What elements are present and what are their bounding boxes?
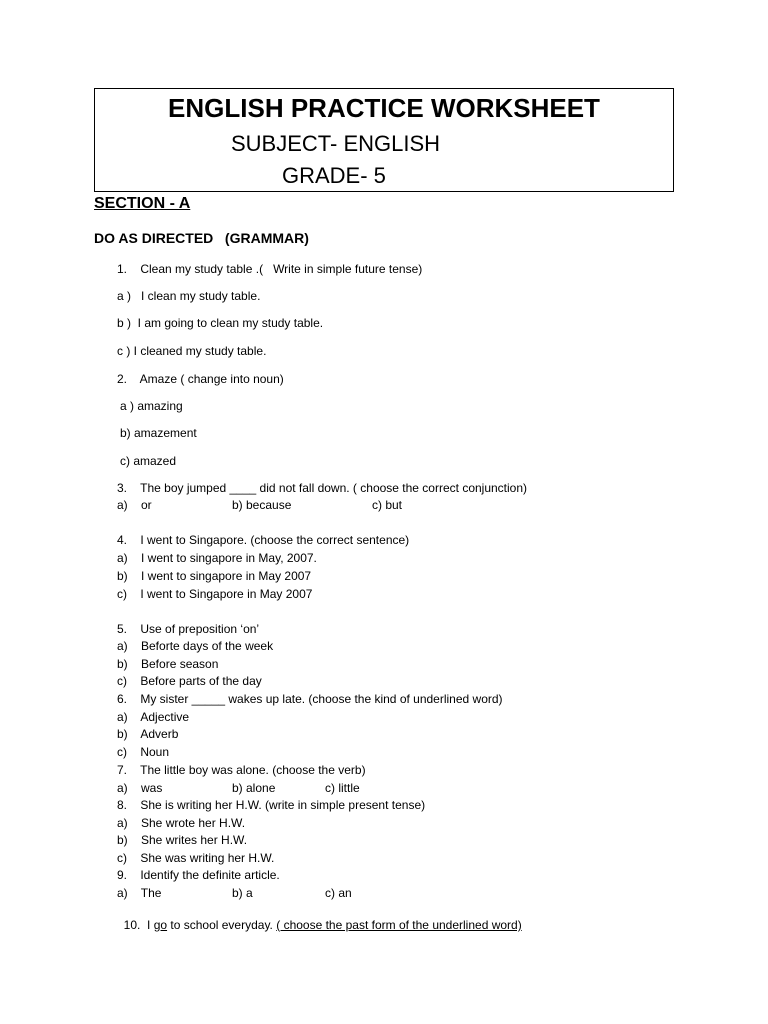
q6-option-c: c) Noun — [117, 745, 170, 759]
q7-option-a: a) was — [117, 781, 163, 795]
subsection-title: DO AS DIRECTED (GRAMMAR) — [94, 230, 309, 246]
q5-option-c: c) Before parts of the day — [117, 674, 262, 688]
q8-option-b: b) She writes her H.W. — [117, 833, 248, 847]
q3-option-c: c) but — [372, 498, 403, 512]
question-9: 9. Identify the definite article. — [117, 868, 280, 882]
question-4: 4. I went to Singapore. (choose the correct sentence) — [117, 533, 410, 547]
question-6: 6. My sister _____ wakes up late. (choose the kind of underlined word) — [117, 692, 503, 706]
q5-option-a: a) Beforte days of the week — [117, 639, 274, 653]
question-1: 1. Clean my study table .( Write in simple future tense) — [117, 262, 423, 276]
q9-option-c: c) an — [325, 886, 352, 900]
q10-number: 10. I — [123, 918, 154, 932]
q4-option-a: a) I went to singapore in May, 2007. — [117, 551, 317, 565]
q8-option-a: a) She wrote her H.W. — [117, 816, 246, 830]
question-10 — [117, 904, 522, 932]
q1-option-b: b ) I am going to clean my study table. — [117, 316, 324, 330]
q9-option-a: a) The — [117, 886, 162, 900]
header-box — [94, 88, 674, 192]
q2-option-c: c) amazed — [120, 454, 177, 468]
q2-option-b: b) amazement — [120, 426, 197, 440]
q2-option-a: a ) amazing — [120, 399, 183, 413]
q3-option-a: a) or — [117, 498, 152, 512]
q4-option-c: c) I went to Singapore in May 2007 — [117, 587, 313, 601]
question-5: 5. Use of preposition ‘on’ — [117, 622, 260, 636]
q4-option-b: b) I went to singapore in May 2007 — [117, 569, 312, 583]
q7-option-b: b) alone — [232, 781, 276, 795]
q8-option-c: c) She was writing her H.W. — [117, 851, 275, 865]
q10-text: to school everyday. — [167, 918, 277, 932]
question-3: 3. The boy jumped ____ did not fall down. ( choose the correct conjunction) — [117, 481, 528, 495]
subject-line: SUBJECT- ENGLISH — [231, 131, 441, 156]
question-8: 8. She is writing her H.W. (write in simple present tense) — [117, 798, 426, 812]
q1-option-a: a ) I clean my study table. — [117, 289, 261, 303]
q10-instruction: ( choose the past form of the underlined word) — [276, 918, 522, 932]
grade-line: GRADE- 5 — [282, 163, 386, 188]
q9-option-b: b) a — [232, 886, 253, 900]
q5-option-b: b) Before season — [117, 657, 219, 671]
section-title: SECTION - A — [94, 195, 191, 212]
worksheet-title: ENGLISH PRACTICE WORKSHEET — [168, 93, 600, 123]
question-2: 2. Amaze ( change into noun) — [117, 372, 284, 386]
q7-option-c: c) little — [325, 781, 360, 795]
q6-option-b: b) Adverb — [117, 727, 179, 741]
question-7: 7. The little boy was alone. (choose the verb) — [117, 763, 366, 777]
q10-underlined-word: go — [153, 918, 168, 932]
q6-option-a: a) Adjective — [117, 710, 190, 724]
q3-option-b: b) because — [232, 498, 292, 512]
q1-option-c: c ) I cleaned my study table. — [117, 344, 267, 358]
